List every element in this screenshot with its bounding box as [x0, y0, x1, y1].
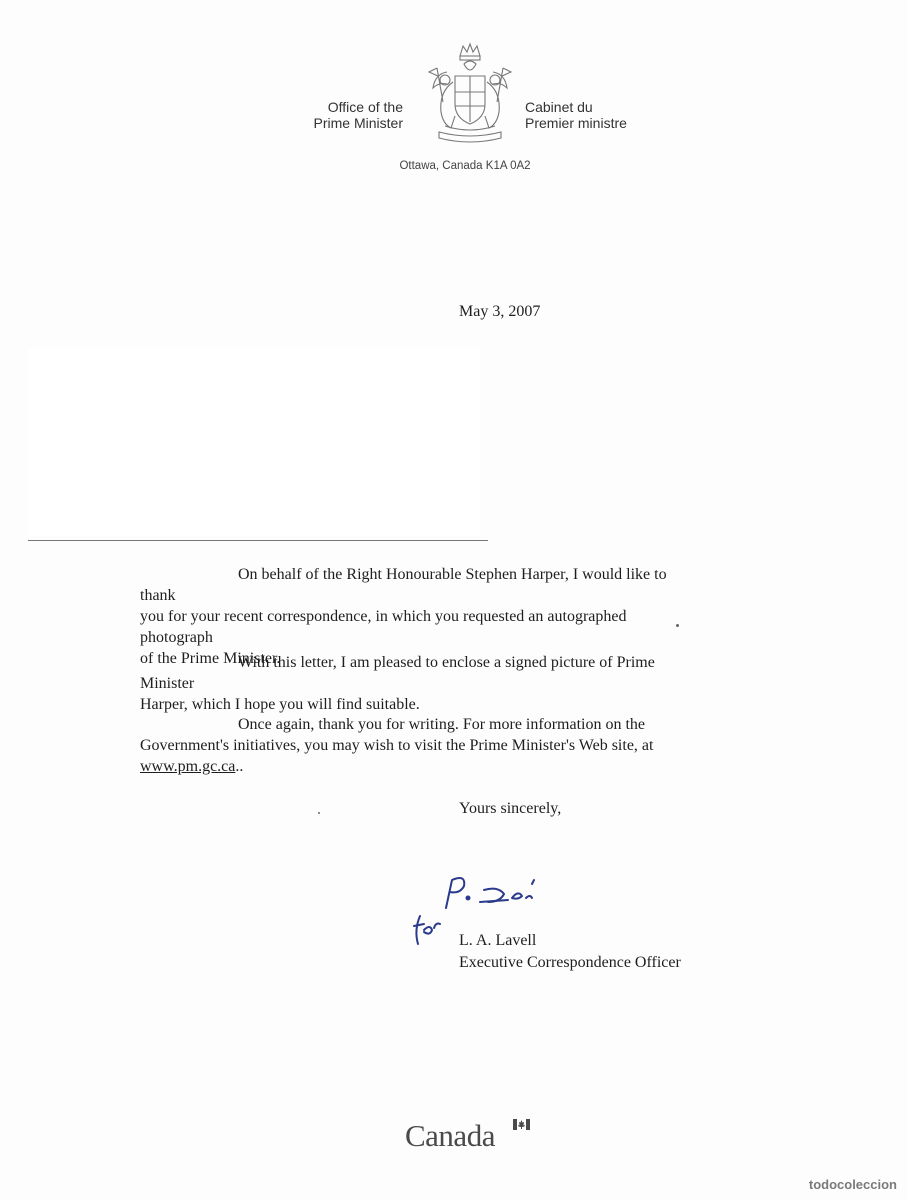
signer-title: Executive Correspondence Officer: [459, 954, 681, 971]
letter-date: May 3, 2007: [459, 303, 541, 320]
website-link[interactable]: www.pm.gc.ca: [140, 758, 236, 775]
paragraph2-line1: With this letter, I am pleased to enclose a signed picture of Prime Minister: [140, 654, 655, 692]
paragraph1-line1: On behalf of the Right Honourable Stephen Harper, I would like to thank: [140, 566, 667, 604]
closing-salutation: Yours sincerely,: [459, 800, 562, 817]
paragraph-more-info: [140, 714, 700, 777]
office-fr-line1: Cabinet du: [525, 99, 593, 115]
redacted-recipient-address: [28, 348, 480, 536]
watermark: todocoleccion: [808, 1177, 897, 1192]
paragraph2-line2: Harper, which I hope you will find suitable.: [140, 696, 420, 713]
paragraph3-end: ..: [235, 758, 244, 775]
paragraph1-line2: you for your recent correspondence, in which you requested an autographed photograph: [140, 608, 627, 646]
paragraph1-line3: of the Prime Minister.: [140, 650, 281, 667]
office-fr-line2: Premier ministre: [525, 115, 627, 131]
canada-wordmark-text: Canada: [405, 1118, 495, 1153]
office-name-french: [525, 99, 665, 131]
redaction-edge-line: [28, 540, 488, 541]
paragraph3-line2: Government's initiatives, you may wish to visit the Prime Minister's Web site, at: [140, 737, 654, 754]
canada-flag-icon: [513, 1119, 530, 1130]
office-en-line2: Prime Minister: [313, 115, 403, 131]
signer-block: [459, 930, 681, 974]
office-en-line1: Office of the: [327, 99, 403, 115]
paragraph3-line1: Once again, thank you for writing. For more information on the: [238, 716, 646, 733]
paragraph-enclosure: [140, 652, 700, 715]
paper-speck: [318, 812, 320, 814]
canada-wordmark: [405, 1118, 535, 1156]
signer-name: L. A. Lavell: [459, 932, 537, 949]
office-address: Ottawa, Canada K1A 0A2: [399, 160, 531, 172]
office-name-english: [300, 99, 403, 131]
coat-of-arms-icon: [425, 42, 515, 144]
paper-speck: [676, 624, 679, 627]
